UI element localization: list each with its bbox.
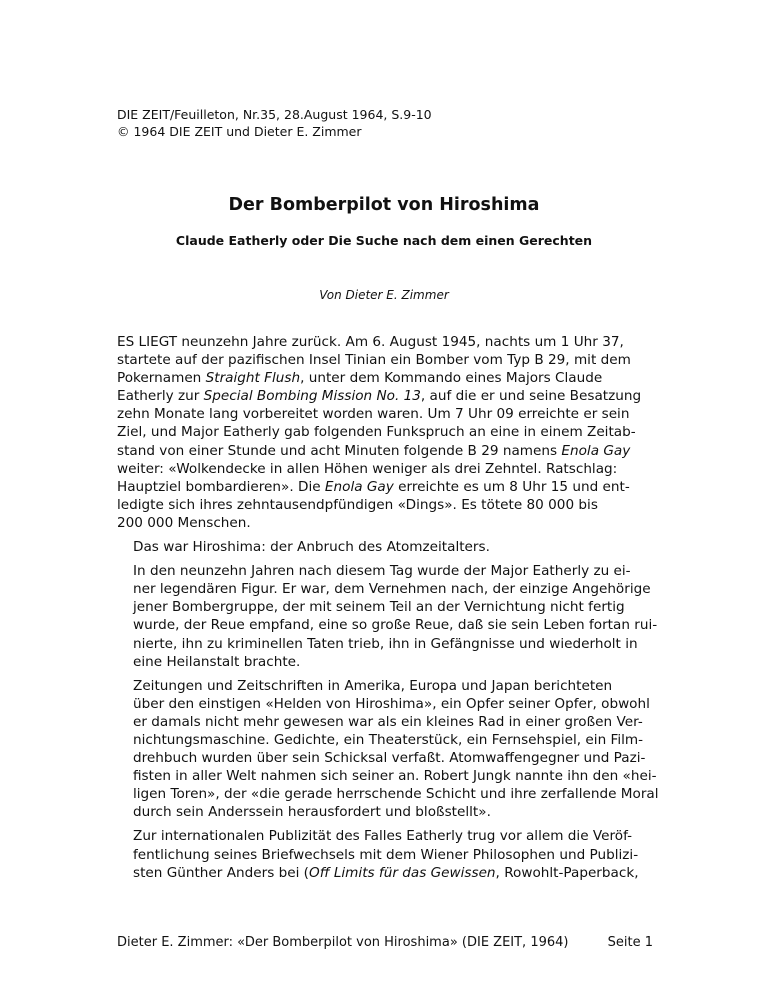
- italic-text: Enola Gay: [561, 442, 631, 459]
- text-run: ner legendären Figur. Er war, dem Vernehmen nach, der einzige Angehörige: [133, 581, 651, 598]
- text-line: [117, 387, 655, 405]
- text-run: In den neunzehn Jahren nach diesem Tag wurde der Major Eatherly zu ei-: [133, 563, 631, 580]
- text-run: Zur internationalen Publizität des Falles Eatherly trug vor allem die Veröf-: [133, 828, 633, 845]
- text-line: [117, 731, 655, 749]
- text-line: [117, 713, 655, 731]
- text-line: [117, 635, 655, 653]
- text-run: , Rowohlt-Paperback,: [495, 864, 639, 881]
- text-line: [117, 827, 655, 845]
- paragraph: [117, 538, 655, 556]
- copyright-line: © 1964 DIE ZEIT und Dieter E. Zimmer: [117, 124, 362, 139]
- page-number: Seite 1: [607, 935, 653, 950]
- text-run: durch sein Anderssein herausfordert und bloßstellt».: [133, 804, 491, 821]
- text-run: 200 000 Menschen.: [117, 514, 251, 531]
- text-run: ligen Toren», der «die gerade herrschende Schicht und ihre zerfallende Moral: [133, 786, 659, 803]
- text-run: stand von einer Stunde und acht Minuten folgende B 29 namens: [117, 442, 562, 459]
- paragraph: [117, 562, 658, 671]
- italic-text: Special Bombing Mission No. 13: [203, 388, 421, 405]
- paragraph: [117, 827, 655, 881]
- text-run: nichtungsmaschine. Gedichte, ein Theaterstück, ein Fernsehspiel, ein Film-: [133, 731, 644, 748]
- article-subtitle: Claude Eatherly oder Die Suche nach dem einen Gerechten: [175, 233, 593, 248]
- text-line: [117, 864, 655, 882]
- text-run: drehbuch wurden über sein Schicksal verfaßt. Atomwaffengegner und Pazi-: [133, 750, 646, 767]
- source-header: [117, 106, 432, 140]
- text-line: [117, 351, 655, 369]
- text-run: Hauptziel bombardieren». Die: [117, 478, 325, 495]
- text-line: [117, 442, 655, 460]
- text-run: Eatherly zur: [117, 388, 204, 405]
- italic-text: Straight Flush: [205, 370, 301, 387]
- text-run: Ziel, und Major Eatherly gab folgenden Funkspruch an eine in einem Zeitab-: [117, 424, 636, 441]
- text-run: ledigte sich ihres zehntausendpfündigen «Dings». Es tötete 80 000 bis: [117, 496, 598, 513]
- italic-text: Enola Gay: [324, 478, 394, 495]
- article-title: Der Bomberpilot von Hiroshima: [228, 195, 540, 215]
- text-line: [117, 514, 655, 532]
- paragraph: [117, 333, 655, 532]
- text-run: über den einstigen «Helden von Hiroshima», ein Opfer seiner Opfer, obwohl: [133, 695, 650, 712]
- text-run: weiter: «Wolkendecke in allen Höhen weniger als drei Zehntel. Ratschlag:: [117, 460, 618, 477]
- text-line: [117, 653, 655, 671]
- paragraph: [117, 677, 659, 822]
- text-run: zehn Monate lang vorbereitet worden waren. Um 7 Uhr 09 erreichte er sein: [117, 406, 630, 423]
- text-run: jener Bombergruppe, der mit seinem Teil an der Vernichtung nicht fertig: [133, 599, 625, 616]
- text-run: sten Günther Anders bei (: [133, 864, 309, 881]
- italic-text: Off Limits für das Gewissen: [309, 864, 496, 881]
- article-author: Von Dieter E. Zimmer: [319, 288, 449, 302]
- text-line: [117, 562, 655, 580]
- text-line: [117, 695, 655, 713]
- text-line: [117, 785, 659, 803]
- text-run: , auf die er und seine Besatzung: [420, 388, 642, 405]
- text-line: [117, 846, 655, 864]
- text-run: eine Heilanstalt brachte.: [133, 653, 301, 670]
- text-line: [117, 616, 658, 634]
- text-run: erreichte es um 8 Uhr 15 und ent-: [393, 478, 630, 495]
- text-run: ES LIEGT neunzehn Jahre zurück. Am 6. August 1945, nachts um 1 Uhr 37,: [117, 334, 624, 350]
- text-run: Das war Hiroshima: der Anbruch des Atomzeitalters.: [133, 539, 490, 556]
- text-line: [117, 598, 655, 616]
- text-run: fisten in aller Welt nahmen sich seiner an. Robert Jungk nannte ihn den «hei-: [133, 768, 657, 785]
- text-run: fentlichung seines Briefwechsels mit dem Wiener Philosophen und Publizi-: [133, 846, 639, 863]
- text-line: [117, 478, 655, 496]
- text-line: [117, 538, 655, 556]
- text-run: wurde, der Reue empfand, eine so große Reue, daß sie sein Leben fortan rui-: [133, 617, 658, 634]
- text-line: [117, 580, 655, 598]
- source-line: DIE ZEIT/Feuilleton, Nr.35, 28.August 1964, S.9-10: [117, 107, 432, 122]
- text-line: [117, 496, 655, 514]
- text-line: [117, 767, 655, 785]
- text-line: [117, 460, 655, 478]
- article-body: [117, 333, 659, 882]
- text-run: Pokernamen: [117, 370, 206, 387]
- text-run: , unter dem Kommando eines Majors Claude: [300, 370, 603, 387]
- footer-citation: Dieter E. Zimmer: «Der Bomberpilot von Hiroshima» (DIE ZEIT, 1964): [117, 935, 569, 950]
- text-line: [117, 423, 655, 441]
- text-run: er damals nicht mehr gewesen war als ein kleines Rad in einer großen Ver-: [133, 713, 643, 730]
- text-line: [117, 677, 655, 695]
- text-run: startete auf der pazifischen Insel Tinian ein Bomber vom Typ B 29, mit dem: [117, 352, 631, 369]
- text-line: [117, 405, 655, 423]
- text-line: [117, 803, 655, 821]
- text-line: [117, 333, 655, 351]
- text-run: Zeitungen und Zeitschriften in Amerika, Europa und Japan berichteten: [133, 677, 613, 694]
- text-line: [117, 749, 655, 767]
- text-line: [117, 369, 655, 387]
- text-run: nierte, ihn zu kriminellen Taten trieb, ihn in Gefängnisse und wiederholt in: [133, 635, 638, 652]
